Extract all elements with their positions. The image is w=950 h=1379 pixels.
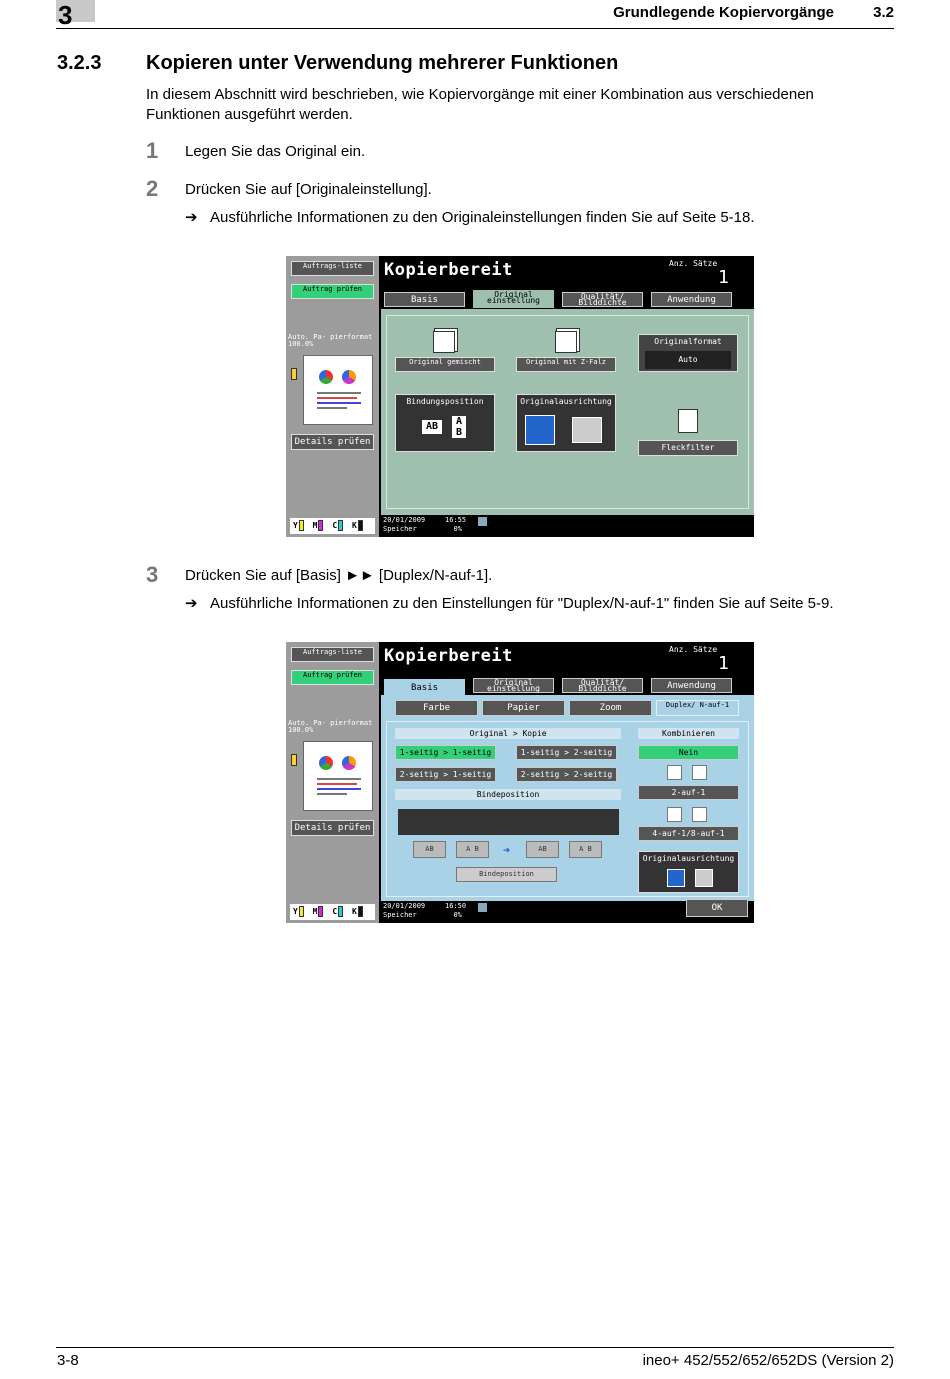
status-title: Kopierbereit [384, 260, 513, 280]
binding-position-label: Bindungsposition [406, 397, 484, 406]
two-up-button[interactable]: 2-auf-1 [638, 785, 739, 800]
memory-label: Speicher [383, 911, 417, 919]
original-icon [291, 754, 297, 766]
details-button[interactable]: Details prüfen [291, 434, 374, 450]
job-check-button[interactable]: Auftrag prüfen [291, 670, 374, 685]
date: 20/01/2009 [383, 902, 426, 910]
arrow-icon: ➔ [185, 209, 198, 226]
copies-label: Anz. Sätze [669, 259, 718, 268]
step-text: Legen Sie das Original ein. [185, 143, 366, 160]
four-up-icon-b [692, 807, 707, 822]
original-copy-header: Original > Kopie [395, 728, 621, 739]
toner-label: K [351, 907, 357, 916]
step-number: 3 [146, 562, 159, 587]
step-number: 1 [146, 138, 159, 163]
tab-quality[interactable]: Qualität/ Bilddichte [562, 292, 643, 307]
details-button[interactable]: Details prüfen [291, 820, 374, 836]
z-fold-button[interactable]: Original mit Z-Falz [516, 357, 616, 372]
job-check-button[interactable]: Auftrag prüfen [291, 284, 374, 299]
note-text: Ausführliche Informationen zu den Einstellungen für "Duplex/N-auf-1" finden Sie auf Seite 5-9. [210, 595, 834, 612]
original-direction-button[interactable] [638, 851, 739, 893]
tab-basis[interactable]: Basis [384, 292, 465, 307]
memory-value: 0% [453, 911, 462, 919]
tab-application[interactable]: Anwendung [651, 678, 732, 693]
original-direction-label: Originalausrichtung [642, 854, 735, 863]
original-format-value: Auto [645, 351, 731, 369]
tab-quality[interactable]: Qualität/ Bilddichte [562, 678, 643, 693]
tab-application[interactable]: Anwendung [651, 292, 732, 307]
mixed-original-icon [433, 331, 455, 353]
memory-label: Speicher [383, 525, 417, 533]
tab-original-settings[interactable]: Original einstellung [473, 290, 554, 308]
copies-value: 1 [718, 653, 729, 674]
bind-left-icon: AB [413, 841, 446, 858]
section-title: Kopieren unter Verwendung mehrerer Funktionen [146, 52, 619, 74]
toner-label: M [312, 907, 318, 916]
original-settings-panel [381, 309, 754, 515]
option-2-2-button[interactable]: 2-seitig > 2-seitig [516, 767, 617, 782]
subtab-zoom[interactable]: Zoom [569, 700, 652, 716]
direction-left-icon [572, 417, 602, 443]
bind-top-icon: A B [456, 841, 489, 858]
time: 16:55 [445, 516, 467, 524]
toner-label: C [332, 907, 338, 916]
combine-no-button[interactable]: Nein [638, 745, 739, 760]
date: 20/01/2009 [383, 516, 426, 524]
running-header-section: 3.2 [873, 4, 894, 21]
tab-basis[interactable]: Basis [384, 679, 465, 697]
status-title: Kopierbereit [384, 646, 513, 666]
toner-levels [290, 518, 375, 534]
running-header-title: Grundlegende Kopiervorgänge [613, 4, 834, 21]
step-note [185, 594, 834, 612]
direction-top-icon [525, 415, 555, 445]
chapter-number: 3 [58, 0, 73, 30]
original-icon [291, 368, 297, 380]
note-text: Ausführliche Informationen zu den Originaleinstellungen finden Sie auf Seite 5-18. [210, 209, 755, 226]
z-fold-icon [555, 331, 577, 353]
section-number: 3.2.3 [57, 52, 102, 74]
step-note [185, 208, 755, 226]
option-2-1-button[interactable]: 2-seitig > 1-seitig [395, 767, 496, 782]
preview-thumbnail [303, 741, 373, 811]
page-number: 3-8 [57, 1352, 79, 1369]
two-up-icon-b [692, 765, 707, 780]
original-direction-label: Originalausrichtung [520, 397, 612, 406]
job-list-button[interactable]: Auftrags-liste [291, 647, 374, 662]
product-name: ineo+ 452/552/652/652DS (Version 2) [642, 1352, 894, 1369]
subtab-color[interactable]: Farbe [395, 700, 478, 716]
header-rule [56, 28, 894, 29]
spot-filter-button[interactable]: Fleckfilter [638, 440, 738, 456]
step-number: 2 [146, 176, 159, 201]
copier-screen-original-settings [286, 256, 754, 537]
toner-label: M [312, 521, 318, 530]
subtab-duplex[interactable]: Duplex/ N-auf-1 [656, 700, 739, 716]
tab-original-settings[interactable]: Original einstellung [473, 678, 554, 693]
arrow-icon: ➔ [185, 595, 198, 612]
direction-top-icon [667, 869, 685, 887]
toner-label: C [332, 521, 338, 530]
section-intro: In diesem Abschnitt wird beschrieben, wie Kopiervorgänge mit einer Kombination aus verschiedenen Funktionen ausgeführt werden. [146, 86, 814, 123]
toner-label: Y [293, 907, 298, 916]
toner-levels [290, 904, 375, 920]
step-text: Drücken Sie auf [Basis] ►► [Duplex/N-auf-1]. [185, 567, 493, 584]
original-format-label: Originalformat [654, 337, 722, 346]
footer-rule [56, 1347, 894, 1348]
subtab-paper[interactable]: Papier [482, 700, 565, 716]
binding-left-icon: AB [421, 419, 443, 435]
memory-value: 0% [453, 525, 462, 533]
direction-left-icon [695, 869, 713, 887]
bind-position-display [398, 809, 619, 835]
spot-filter-icon [678, 409, 698, 433]
combine-header: Kombinieren [638, 728, 739, 739]
binding-top-icon: A B [451, 415, 467, 439]
bind-result-left-icon: AB [526, 841, 559, 858]
four-up-button[interactable]: 4-auf-1/8-auf-1 [638, 826, 739, 841]
network-icon [478, 903, 487, 912]
toner-label: Y [293, 521, 298, 530]
copier-screen-duplex [286, 642, 754, 923]
original-format-button[interactable] [638, 334, 738, 372]
paper-info: Auto. Pa- pierformat 100.0% [288, 719, 373, 734]
left-panel [286, 642, 379, 923]
copies-value: 1 [718, 267, 729, 288]
time: 16:50 [445, 902, 467, 910]
option-1-1-button[interactable]: 1-seitig > 1-seitig [395, 745, 496, 760]
paper-info: Auto. Pa- pierformat 100.0% [288, 333, 373, 348]
original-direction-button[interactable] [516, 394, 616, 452]
option-1-2-button[interactable]: 1-seitig > 2-seitig [516, 745, 617, 760]
arrow-right-icon: ➔ [503, 843, 511, 857]
toner-label: K [351, 521, 357, 530]
basis-panel [381, 695, 754, 901]
left-panel [286, 256, 379, 537]
bind-position-button[interactable]: Bindeposition [456, 867, 557, 882]
binding-position-button[interactable] [395, 394, 495, 452]
job-list-button[interactable]: Auftrags-liste [291, 261, 374, 276]
step-text: Drücken Sie auf [Originaleinstellung]. [185, 181, 432, 198]
mixed-original-button[interactable]: Original gemischt [395, 357, 495, 372]
preview-thumbnail [303, 355, 373, 425]
copies-label: Anz. Sätze [669, 645, 718, 654]
bind-result-top-icon: A B [569, 841, 602, 858]
two-up-icon-a [667, 765, 682, 780]
ok-button[interactable]: OK [686, 899, 748, 917]
four-up-icon-a [667, 807, 682, 822]
network-icon [478, 517, 487, 526]
bind-position-header: Bindeposition [395, 789, 621, 800]
